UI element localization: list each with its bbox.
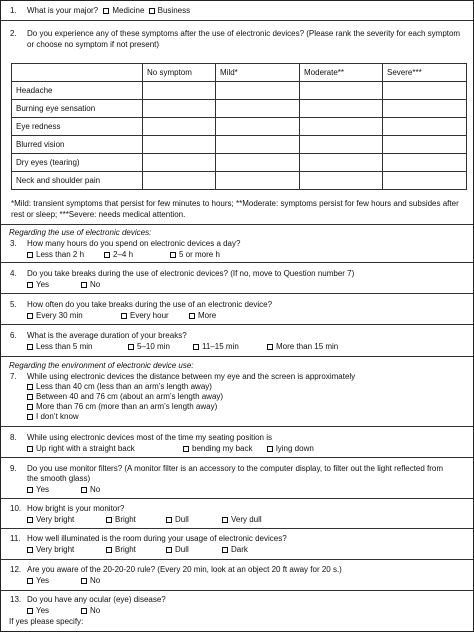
option-bending-back[interactable] — [183, 444, 252, 454]
option-dark[interactable] — [222, 545, 248, 555]
checkbox[interactable] — [81, 282, 87, 288]
divider — [1, 590, 473, 591]
question-number: 3. — [10, 239, 17, 248]
checkbox[interactable] — [222, 517, 228, 523]
option-label: I don’t know — [36, 412, 79, 421]
option-label: Up right with a straight back — [36, 444, 135, 453]
option-no[interactable] — [81, 280, 100, 290]
checkbox[interactable] — [104, 252, 110, 258]
rating-cell[interactable] — [300, 172, 383, 190]
option-dont-know[interactable] — [27, 412, 79, 422]
checkbox-medicine[interactable] — [103, 8, 109, 14]
followup-specify-label: If yes please specify: — [9, 617, 84, 626]
rating-cell[interactable] — [143, 118, 216, 136]
option-label: No — [90, 280, 101, 289]
question-number: 12. — [10, 565, 22, 574]
option-every-30-min[interactable] — [27, 311, 83, 321]
question-number: 1. — [10, 6, 17, 15]
checkbox[interactable] — [81, 487, 87, 493]
checkbox[interactable] — [222, 547, 228, 553]
option-label: No — [90, 606, 101, 615]
question-text: Are you aware of the 20-20-20 rule? (Every 20 min, look at an object 20 ft away for 20 s.) — [27, 565, 342, 574]
table-header-row — [12, 64, 467, 82]
question-text: Do you experience any of these symptoms after the use of electronic devices? (Please rank the severity for each symptom — [27, 29, 461, 38]
checkbox[interactable] — [267, 344, 273, 350]
option-label: Yes — [36, 576, 50, 585]
rating-cell[interactable] — [300, 100, 383, 118]
question-text: Do you take breaks during the use of electronic devices? (If no, move to Question number 7) — [27, 269, 355, 278]
option-label: lying down — [276, 444, 314, 453]
option-every-hour[interactable] — [121, 311, 169, 321]
rating-cell[interactable] — [383, 82, 467, 100]
divider — [1, 426, 473, 427]
checkbox[interactable] — [27, 517, 33, 523]
option-more-than-15-min[interactable] — [267, 342, 338, 352]
option-5-10-min[interactable] — [128, 342, 170, 352]
option-less-than-40cm[interactable] — [27, 382, 212, 392]
rating-cell[interactable] — [143, 100, 216, 118]
checkbox[interactable] — [166, 547, 172, 553]
option-label: No — [90, 485, 101, 494]
option-label: Very bright — [36, 545, 75, 554]
rating-cell[interactable] — [300, 136, 383, 154]
section-heading-environment: Regarding the environment of electronic device use: — [9, 361, 194, 370]
option-40-to-76cm[interactable] — [27, 392, 223, 402]
symptom-label: Blurred vision — [12, 136, 143, 154]
question-number: 2. — [10, 29, 17, 38]
divider — [1, 262, 473, 263]
option-label: Very dull — [231, 515, 262, 524]
option-label: Very bright — [36, 515, 75, 524]
table-header-cell: Moderate** — [300, 64, 383, 82]
checkbox-business[interactable] — [149, 8, 155, 14]
rating-cell[interactable] — [300, 118, 383, 136]
question-text: What is your major? — [27, 6, 99, 15]
question-number: 7. — [10, 372, 17, 381]
option-label: Bright — [115, 515, 136, 524]
rating-cell[interactable] — [300, 82, 383, 100]
option-yes[interactable] — [27, 485, 49, 495]
option-label: 2–4 h — [113, 250, 134, 259]
symptom-label: Burning eye sensation — [12, 100, 143, 118]
divider — [1, 293, 473, 294]
rating-cell[interactable] — [383, 118, 467, 136]
checkbox[interactable] — [27, 446, 33, 452]
option-yes[interactable] — [27, 576, 49, 586]
table-header-cell: No symptom — [143, 64, 216, 82]
option-upright[interactable] — [27, 444, 135, 454]
divider — [1, 20, 473, 21]
question-number: 13. — [10, 595, 22, 604]
rating-cell[interactable] — [216, 100, 300, 118]
option-dull[interactable] — [166, 515, 189, 525]
option-label: bending my back — [192, 444, 253, 453]
option-bright[interactable] — [106, 545, 136, 555]
option-no[interactable] — [81, 485, 100, 495]
rating-cell[interactable] — [143, 172, 216, 190]
table-header-cell — [12, 64, 143, 82]
checkbox[interactable] — [27, 394, 33, 400]
checkbox[interactable] — [27, 547, 33, 553]
divider — [1, 224, 473, 225]
table-row — [12, 172, 467, 190]
rating-cell[interactable] — [383, 136, 467, 154]
rating-cell[interactable] — [216, 118, 300, 136]
question-number: 4. — [10, 269, 17, 278]
table-row — [12, 100, 467, 118]
option-label: Every hour — [130, 311, 169, 320]
checkbox[interactable] — [27, 487, 33, 493]
option-label: More than 15 min — [276, 342, 339, 351]
option-lying-down[interactable] — [267, 444, 314, 454]
checkbox[interactable] — [189, 313, 195, 319]
divider — [1, 324, 473, 325]
symptom-label: Headache — [12, 82, 143, 100]
option-label: More — [198, 311, 217, 320]
table-header-cell: Severe*** — [383, 64, 467, 82]
rating-cell[interactable] — [216, 172, 300, 190]
rating-cell[interactable] — [300, 154, 383, 172]
option-label: Dark — [231, 545, 248, 554]
checkbox[interactable] — [27, 608, 33, 614]
option-label: Less than 5 min — [36, 342, 93, 351]
divider — [1, 356, 473, 357]
option-bright[interactable] — [106, 515, 136, 525]
checkbox[interactable] — [27, 313, 33, 319]
question-text-continued: or choose no symptom if not present) — [27, 40, 160, 49]
divider — [1, 528, 473, 529]
symptom-label: Eye redness — [12, 118, 143, 136]
option-label: More than 76 cm (more than an arm’s length away) — [36, 402, 218, 411]
rating-cell[interactable] — [383, 154, 467, 172]
question-text: How often do you take breaks during the use of an electronic device? — [27, 300, 273, 309]
checkbox[interactable] — [27, 282, 33, 288]
question-text-continued: the smooth glass) — [27, 474, 91, 483]
option-yes[interactable] — [27, 606, 49, 616]
question-text: While using electronic devices the distance between my eye and the screen is approximately — [27, 372, 356, 381]
symptom-label: Dry eyes (tearing) — [12, 154, 143, 172]
option-label: Yes — [36, 280, 50, 289]
option-less-than-5-min[interactable] — [27, 342, 92, 352]
checkbox[interactable] — [121, 313, 127, 319]
option-label: 5–10 min — [137, 342, 170, 351]
rating-cell[interactable] — [143, 136, 216, 154]
question-number: 6. — [10, 331, 17, 340]
option-label: Yes — [36, 606, 50, 615]
question-text: How many hours do you spend on electronic devices a day? — [27, 239, 241, 248]
rating-cell[interactable] — [143, 154, 216, 172]
option-label: 5 or more h — [179, 250, 220, 259]
checkbox[interactable] — [27, 404, 33, 410]
checkbox[interactable] — [27, 414, 33, 420]
option-label: Between 40 and 76 cm (about an arm’s length away) — [36, 392, 224, 401]
option-more-than-76cm[interactable] — [27, 402, 217, 412]
rating-cell[interactable] — [216, 82, 300, 100]
checkbox[interactable] — [106, 547, 112, 553]
option-very-bright[interactable] — [27, 545, 74, 555]
option-less-than-2h[interactable] — [27, 250, 84, 260]
checkbox[interactable] — [193, 344, 199, 350]
option-label: Every 30 min — [36, 311, 83, 320]
option-label: Bright — [115, 545, 136, 554]
option-2-4h[interactable] — [104, 250, 133, 260]
checkbox[interactable] — [27, 344, 33, 350]
option-dull[interactable] — [166, 545, 189, 555]
divider — [1, 559, 473, 560]
option-5-or-more-h[interactable] — [170, 250, 220, 260]
severity-footnote: *Mild: transient symptoms that persist for few minutes to hours; **Moderate: symptoms persist for few hours and subsides after rest or sleep; ***Severe: needs medical attention. — [11, 199, 459, 219]
question-number: 8. — [10, 433, 17, 442]
option-label: Dull — [175, 515, 189, 524]
option-label: Business — [157, 6, 191, 15]
divider — [1, 457, 473, 458]
symptom-label: Neck and shoulder pain — [12, 172, 143, 190]
symptom-severity-table — [11, 63, 467, 190]
option-more[interactable] — [189, 311, 216, 321]
rating-cell[interactable] — [216, 136, 300, 154]
option-yes[interactable] — [27, 280, 49, 290]
table-row — [12, 82, 467, 100]
option-label: 11–15 min — [202, 342, 239, 351]
option-label: Medicine — [112, 6, 145, 15]
checkbox[interactable] — [27, 252, 33, 258]
divider — [1, 498, 473, 499]
option-11-15-min[interactable] — [193, 342, 239, 352]
table-row — [12, 136, 467, 154]
option-no[interactable] — [81, 576, 100, 586]
option-very-bright[interactable] — [27, 515, 74, 525]
question-number: 10. — [10, 504, 22, 513]
checkbox[interactable] — [128, 344, 134, 350]
table-row — [12, 154, 467, 172]
checkbox[interactable] — [183, 446, 189, 452]
checkbox[interactable] — [81, 578, 87, 584]
rating-cell[interactable] — [216, 154, 300, 172]
checkbox[interactable] — [27, 578, 33, 584]
question-text: What is the average duration of your breaks? — [27, 331, 187, 340]
rating-cell[interactable] — [383, 172, 467, 190]
question-number: 11. — [10, 534, 21, 543]
checkbox[interactable] — [267, 446, 273, 452]
checkbox[interactable] — [170, 252, 176, 258]
option-label: Less than 40 cm (less than an arm’s length away) — [36, 382, 212, 391]
option-label: No — [90, 576, 101, 585]
rating-cell[interactable] — [383, 100, 467, 118]
question-number: 9. — [10, 464, 17, 473]
option-label: Dull — [175, 545, 189, 554]
table-header-cell: Mild* — [216, 64, 300, 82]
option-very-dull[interactable] — [222, 515, 262, 525]
question-text: Do you have any ocular (eye) disease? — [27, 595, 166, 604]
checkbox[interactable] — [27, 384, 33, 390]
option-label: Less than 2 h — [36, 250, 85, 259]
question-text: How well illuminated is the room during your usage of electronic devices? — [27, 534, 287, 543]
checkbox[interactable] — [106, 517, 112, 523]
option-label: Yes — [36, 485, 50, 494]
rating-cell[interactable] — [143, 82, 216, 100]
section-heading-use: Regarding the use of electronic devices: — [9, 228, 152, 237]
question-text: Do you use monitor filters? (A monitor filter is an accessory to the computer display, to filter out the light reflected from — [27, 464, 444, 473]
option-no[interactable] — [81, 606, 100, 616]
question-text: How bright is your monitor? — [27, 504, 125, 513]
table-row — [12, 118, 467, 136]
checkbox[interactable] — [81, 608, 87, 614]
checkbox[interactable] — [166, 517, 172, 523]
question-number: 5. — [10, 300, 17, 309]
question-text: While using electronic devices most of the time my seating position is — [27, 433, 272, 442]
